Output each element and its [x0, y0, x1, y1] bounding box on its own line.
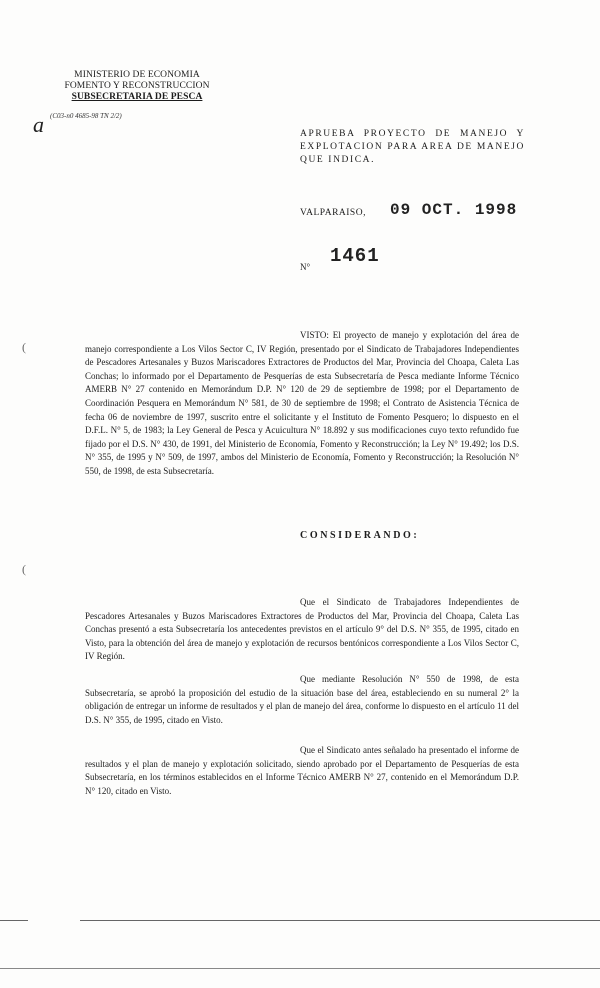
considerando-text: Que mediante Resolución N° 550 de 1998, de esta Subsecretaría, se aprobó la proposición del estudio de la situación base del área, estableciendo en su numeral 2° la obligación de entregar un informe de resultados y el plan de manejo del área, conforme lo dispuesto en el artículo 11 del D.S. N° 355, de 1995, citado en Visto. [85, 674, 519, 725]
date-stamp: 09 OCT. 1998 [390, 201, 518, 219]
resolution-number: 1461 [330, 245, 380, 267]
ministry-header [52, 70, 222, 103]
ministry-name: MINISTERIO DE ECONOMIA [74, 70, 200, 80]
considerando-item [85, 596, 519, 664]
resolution-subject: APRUEBA PROYECTO DE MANEJO Y EXPLOTACION PARA AREA DE MANEJO QUE INDICA. [300, 129, 525, 165]
scan-edge-line [80, 920, 600, 921]
scan-edge-line [0, 920, 28, 921]
considerando-item [85, 744, 519, 798]
considerando-item [85, 673, 519, 727]
considerando-text: Que el Sindicato antes señalado ha presentado el informe de resultados y el plan de manejo y explotación solicitado, siendo aprobado por el Departamento de Pesquerías de esta Subsecretaría, en los términos establecidos en el Informe Técnico AMERB N° 27, contenido en el Memorándum D.P. N° 120, citado en Visto. [85, 745, 519, 796]
file-annotation: (C03-n0 4685-98 TN 2/2) [50, 112, 122, 120]
number-label: N° [300, 262, 311, 272]
visto-text: VISTO: El proyecto de manejo y explotación del área de manejo correspondiente a Los Vilos Sector C, IV Región, presentado por el Sindicato de Trabajadores Independientes de Pescadores Artesanales y Buzos Mariscadores Extractores de Productos del Mar, Provincia del Choapa, Caleta Las Conchas; lo informado por el Departamento de Pesquerías de esta Subsecretaría de Pesca mediante Informe Técnico AMERB N° 27 contenido en Memorándum D.P. N° 120 de 29 de septiembre de 1998; por el Departamento de Coordinación Pesquera en Memorándum N° 581, de 30 de septiembre de 1998; el Contrato de Asistencia Técnica de fecha 06 de noviembre de 1997, suscrito entre el solicitante y el Instituto de Fomento Pesquero; lo dispuesto en el D.F.L. N° 5, de 1983; la Ley General de Pesca y Acuicultura N° 18.892 y sus modificaciones cuyo texto refundido fue fijado por el D.S. N° 430, de 1991, del Ministerio de Economía, Fomento y Reconstrucción; la Ley N° 19.492; los D.S. N° 355, de 1995 y N° 509, de 1997, ambos del Ministerio de Economía, Fomento y Reconstrucción; la Resolución N° 550, de 1998, de esta Subsecretaría. [85, 330, 519, 476]
visto-paragraph [85, 329, 519, 479]
ministry-subtitle: FOMENTO Y RECONSTRUCCION [64, 81, 210, 91]
subsecretaria-name: SUBSECRETARIA DE PESCA [71, 92, 203, 102]
considerando-heading: CONSIDERANDO: [300, 530, 420, 541]
punch-hole-mark: ( [22, 340, 26, 354]
handwritten-initial: a [33, 112, 44, 137]
place-label: VALPARAISO, [300, 208, 366, 218]
scan-edge-line [0, 968, 600, 969]
punch-hole-mark: ( [22, 562, 26, 576]
considerando-text: Que el Sindicato de Trabajadores Independientes de Pescadores Artesanales y Buzos Mariscadores Extractores de Productos del Mar, Provincia del Choapa, Caleta Las Conchas presentó a esta Subsecretaría los antecedentes previstos en el artículo 9° del D.S. N° 355, de 1995, citado en Visto, para la obtención del área de manejo y explotación de recursos bentónicos correspondiente a Los Vilos Sector C, IV Región. [85, 597, 519, 662]
